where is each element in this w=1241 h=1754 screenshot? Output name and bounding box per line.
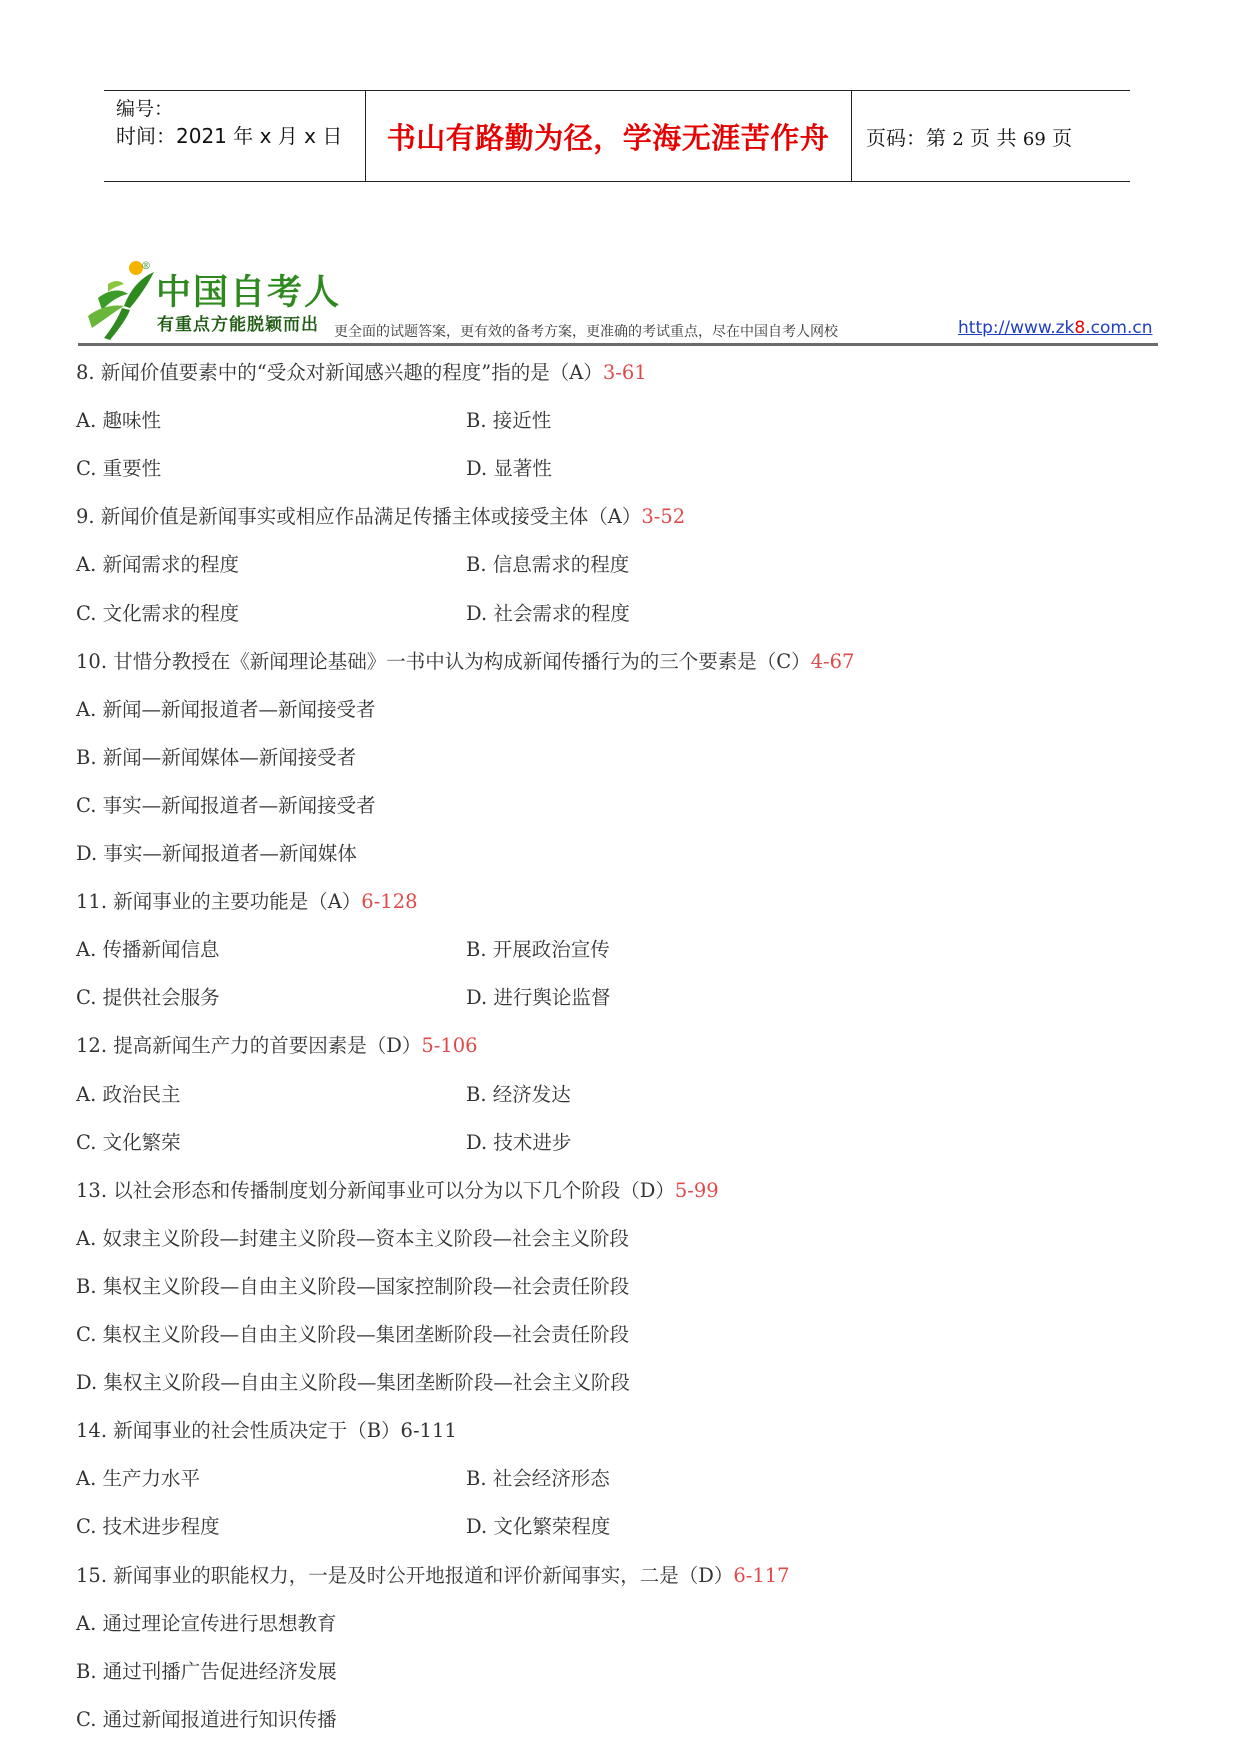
answer-option-text: D. 集权主义阶段—自由主义阶段—集团垄断阶段—社会主义阶段: [76, 1371, 630, 1394]
question-stem: [76, 1560, 790, 1588]
question-stem-text: 9. 新闻价值是新闻事实或相应作品满足传播主体或接受主体（A）: [76, 505, 642, 528]
question-stem: [76, 1030, 478, 1058]
answer-option: [466, 549, 629, 577]
answer-option-text: B. 开展政治宣传: [466, 938, 610, 961]
page-reference: 6-117: [733, 1564, 790, 1587]
answer-option: [76, 598, 239, 626]
header-top-rule: [104, 90, 1130, 91]
answer-option-text: D. 事实—新闻报道者—新闻媒体: [76, 842, 357, 865]
answer-option: [76, 1319, 629, 1347]
answer-option-text: C. 集权主义阶段—自由主义阶段—集团垄断阶段—社会责任阶段: [76, 1323, 630, 1346]
page-reference: 6-128: [361, 890, 418, 913]
page-reference: 5-99: [674, 1179, 719, 1202]
doc-time: 时间：2021 年 x 月 x 日: [116, 124, 343, 148]
answer-option: [466, 1511, 610, 1539]
question-stem-text: 13. 以社会形态和传播制度划分新闻事业可以分为以下几个阶段（D）: [76, 1179, 675, 1202]
question-stem-text: 8. 新闻价值要素中的“受众对新闻感兴趣的程度”指的是（A）: [76, 361, 603, 384]
url-part: .com.cn: [1085, 318, 1153, 338]
answer-option: [76, 694, 375, 722]
answer-option: [466, 1079, 571, 1107]
registered-mark: ®: [141, 261, 151, 272]
answer-option-text: A. 生产力水平: [76, 1467, 200, 1490]
answer-option-text: B. 新闻—新闻媒体—新闻接受者: [76, 746, 357, 769]
question-stem-text: 11. 新闻事业的主要功能是（A）: [76, 890, 362, 913]
answer-option-text: B. 通过刊播广告促进经济发展: [76, 1660, 337, 1683]
answer-option-text: D. 进行舆论监督: [466, 986, 611, 1009]
question-stem: [76, 1415, 457, 1443]
question-stem: [76, 646, 854, 674]
banner-tagline: 更全面的试题答案，更有效的备考方案，更准确的考试重点，尽在中国自考人网校: [334, 324, 838, 340]
answer-option-text: B. 接近性: [466, 409, 552, 432]
page-header: [104, 90, 1130, 182]
answer-option: [76, 742, 356, 770]
question-stem-text: 15. 新闻事业的职能权力，一是及时公开地报道和评价新闻事实，二是（D）: [76, 1564, 734, 1587]
question-stem-text: 12. 提高新闻生产力的首要因素是（D）: [76, 1034, 422, 1057]
answer-option: [76, 1127, 181, 1155]
doc-code-label: 编号：: [116, 98, 174, 120]
answer-option-text: B. 经济发达: [466, 1083, 571, 1106]
question-stem-text: 10. 甘惜分教授在《新闻理论基础》一书中认为构成新闻传播行为的三个要素是（C）: [76, 650, 811, 673]
answer-option: [466, 405, 551, 433]
question-stem: [76, 501, 685, 529]
answer-option-text: D. 显著性: [466, 457, 552, 480]
page-reference: 3-52: [641, 505, 686, 528]
website-link[interactable]: [958, 318, 1152, 338]
question-stem: [76, 1175, 719, 1203]
header-divider: [851, 90, 852, 182]
answer-option-text: A. 新闻需求的程度: [76, 553, 239, 576]
answer-option: [76, 1656, 337, 1684]
answer-option: [466, 982, 610, 1010]
answer-option-text: C. 事实—新闻报道者—新闻接受者: [76, 794, 376, 817]
header-motto: 书山有路勤为径，学海无涯苦作舟: [386, 121, 830, 155]
answer-option-text: D. 社会需求的程度: [466, 602, 630, 625]
page-number: [866, 122, 1072, 151]
answer-option-text: C. 文化需求的程度: [76, 602, 240, 625]
answer-option: [76, 838, 357, 866]
answer-option: [76, 1704, 337, 1732]
page-mid: 页 共: [970, 126, 1017, 150]
brand-name: 中国自考人: [156, 272, 342, 313]
page-reference: 4-67: [810, 650, 855, 673]
answer-option: [76, 790, 376, 818]
answer-option: [76, 1367, 630, 1395]
answer-option-text: A. 趣味性: [76, 409, 161, 432]
question-stem: [76, 357, 647, 385]
answer-option-text: B. 集权主义阶段—自由主义阶段—国家控制阶段—社会责任阶段: [76, 1275, 630, 1298]
answer-option-text: A. 新闻—新闻报道者—新闻接受者: [76, 698, 376, 721]
answer-option-text: A. 传播新闻信息: [76, 938, 220, 961]
answer-option: [466, 1127, 571, 1155]
header-bottom-rule: [104, 181, 1130, 182]
answer-option: [466, 453, 552, 481]
answer-option: [466, 1463, 610, 1491]
answer-option: [76, 549, 239, 577]
page-prefix: 页码：第: [866, 126, 946, 150]
answer-option-text: B. 社会经济形态: [466, 1467, 610, 1490]
answer-option: [76, 1608, 336, 1636]
answer-option-text: A. 政治民主: [76, 1083, 181, 1106]
answer-option: [76, 1079, 180, 1107]
answer-option: [76, 1463, 200, 1491]
page-total: 69: [1022, 129, 1046, 150]
page-current: 2: [952, 129, 964, 150]
answer-option: [76, 1271, 629, 1299]
banner-rule: [78, 343, 1158, 346]
answer-option-text: C. 技术进步程度: [76, 1515, 220, 1538]
url-part: http://www.zk: [958, 318, 1075, 338]
url-highlight: 8: [1074, 318, 1086, 338]
answer-option-text: D. 技术进步: [466, 1131, 572, 1154]
answer-option-text: B. 信息需求的程度: [466, 553, 630, 576]
answer-option-text: A. 奴隶主义阶段—封建主义阶段—资本主义阶段—社会主义阶段: [76, 1227, 629, 1250]
question-stem-text: 14. 新闻事业的社会性质决定于（B）6-111: [76, 1419, 457, 1442]
answer-option-text: A. 通过理论宣传进行思想教育: [76, 1612, 337, 1635]
answer-option-text: C. 提供社会服务: [76, 986, 220, 1009]
answer-option: [466, 934, 610, 962]
page-suffix: 页: [1052, 126, 1073, 150]
answer-option: [76, 982, 220, 1010]
answer-option-text: C. 文化繁荣: [76, 1131, 181, 1154]
answer-option: [76, 405, 161, 433]
question-stem: [76, 886, 418, 914]
answer-option-text: C. 重要性: [76, 457, 162, 480]
answer-option: [76, 453, 161, 481]
answer-option: [76, 1511, 220, 1539]
page-reference: 3-61: [602, 361, 647, 384]
brand-slogan: 有重点方能脱颖而出: [157, 315, 319, 335]
page-reference: 5-106: [421, 1034, 478, 1057]
answer-option-text: D. 文化繁荣程度: [466, 1515, 611, 1538]
answer-option: [76, 934, 219, 962]
answer-option-text: C. 通过新闻报道进行知识传播: [76, 1708, 337, 1731]
answer-option: [466, 598, 630, 626]
answer-option: [76, 1223, 629, 1251]
